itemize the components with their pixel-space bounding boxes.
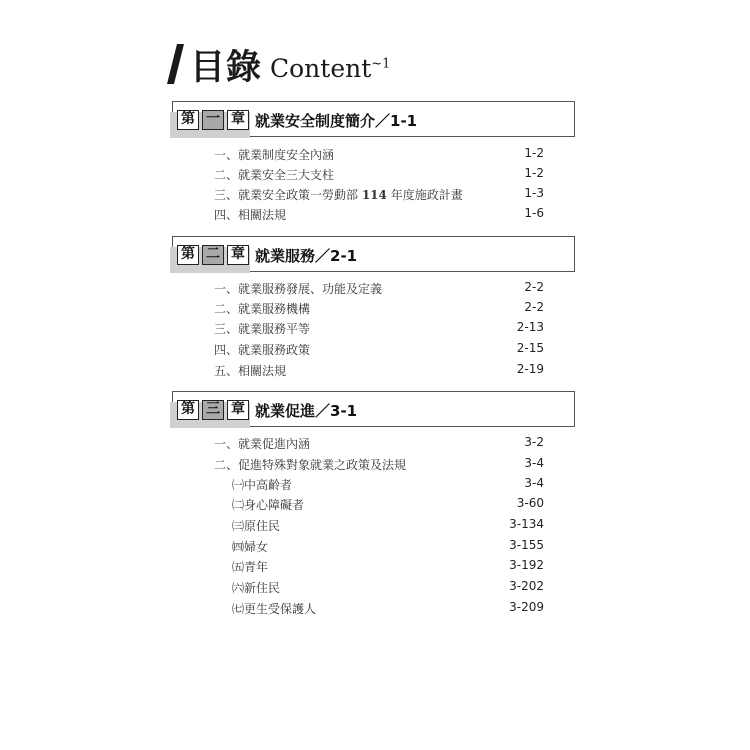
- subentry-text: ㈦更生受保護人: [232, 602, 317, 616]
- chapter-label-post: 章: [227, 245, 249, 265]
- toc-entry[interactable]: [214, 300, 310, 317]
- chapter-label-num: 一: [202, 110, 224, 130]
- subentry-page: 3-209: [509, 600, 544, 614]
- subentry-page: 3-155: [509, 538, 544, 552]
- entry-text: 三、就業安全政策一勞動部: [214, 188, 362, 202]
- toc-entry[interactable]: [214, 320, 310, 337]
- entry-text: 二、促進特殊對象就業之政策及法規: [214, 458, 407, 472]
- entry-page: 1-6: [524, 206, 544, 220]
- subentry-page: 3-192: [509, 558, 544, 572]
- chapter-title: 就業安全制度簡介／1-1: [255, 112, 418, 130]
- toc-entry[interactable]: [214, 280, 382, 297]
- subentry-page: 3-60: [516, 496, 544, 510]
- entry-text: 一、就業制度安全內涵: [214, 148, 335, 162]
- entry-page: 2-15: [516, 341, 544, 355]
- subentry-text: ㈢原住民: [232, 519, 281, 533]
- toc-subentry[interactable]: [232, 600, 316, 617]
- chapter-heading-2[interactable]: [172, 236, 575, 272]
- entry-text: 二、就業服務機構: [214, 302, 311, 316]
- toc-entry[interactable]: [214, 435, 310, 452]
- toc-subentry[interactable]: [232, 579, 280, 596]
- entry-text: 二、就業安全三大支柱: [214, 168, 335, 182]
- entry-text-post: 年度施政計畫: [386, 188, 463, 202]
- toc-entry[interactable]: [214, 456, 406, 473]
- title-slash-decoration: [167, 44, 184, 84]
- entry-text: 一、就業促進內涵: [214, 437, 311, 451]
- entry-text: 四、就業服務政策: [214, 343, 311, 357]
- chapter-heading-3[interactable]: [172, 391, 575, 427]
- subtitle-sup: ~1: [371, 56, 391, 72]
- chapter-label-pre: 第: [177, 400, 199, 420]
- entry-page: 2-2: [524, 280, 544, 294]
- chapter-label-num: 二: [202, 245, 224, 265]
- toc-entry[interactable]: [214, 186, 463, 203]
- entry-page: 3-4: [524, 456, 544, 470]
- entry-page: 1-2: [524, 146, 544, 160]
- subentry-text: ㈤青年: [232, 560, 269, 574]
- toc-subentry[interactable]: [232, 476, 292, 493]
- chapter-label-post: 章: [227, 110, 249, 130]
- toc-entry[interactable]: [214, 206, 286, 223]
- title-main: 目錄: [190, 48, 263, 88]
- toc-entry[interactable]: [214, 146, 334, 163]
- chapter-title: 就業服務／2-1: [255, 247, 358, 265]
- subentry-text: ㈠中高齡者: [232, 478, 293, 492]
- toc-entry[interactable]: [214, 362, 286, 379]
- chapter-label-num: 三: [202, 400, 224, 420]
- toc-subentry[interactable]: [232, 538, 268, 555]
- entry-text: 四、相關法規: [214, 208, 287, 222]
- subentry-page: 3-202: [509, 579, 544, 593]
- entry-text: 三、就業服務平等: [214, 322, 311, 336]
- entry-page: 3-2: [524, 435, 544, 449]
- title-subtitle: [270, 54, 390, 83]
- entry-text-bold: 114: [361, 188, 387, 202]
- subentry-page: 3-134: [509, 517, 544, 531]
- chapter-label-pre: 第: [177, 110, 199, 130]
- toc-entry[interactable]: [214, 166, 334, 183]
- toc-subentry[interactable]: [232, 517, 280, 534]
- entry-text: 五、相關法規: [214, 364, 287, 378]
- toc-subentry[interactable]: [232, 558, 268, 575]
- chapter-label-pre: 第: [177, 245, 199, 265]
- chapter-title: 就業促進／3-1: [255, 402, 358, 420]
- toc-entry[interactable]: [214, 341, 310, 358]
- entry-page: 2-2: [524, 300, 544, 314]
- subentry-page: 3-4: [524, 476, 544, 490]
- subtitle-text: Content: [270, 54, 372, 83]
- entry-page: 2-19: [516, 362, 544, 376]
- chapter-label-post: 章: [227, 400, 249, 420]
- toc-subentry[interactable]: [232, 496, 304, 513]
- entry-page: 1-2: [524, 166, 544, 180]
- subentry-text: ㈡身心障礙者: [232, 498, 305, 512]
- subentry-text: ㈣婦女: [232, 540, 269, 554]
- entry-page: 1-3: [524, 186, 544, 200]
- entry-page: 2-13: [516, 320, 544, 334]
- subentry-text: ㈥新住民: [232, 581, 281, 595]
- entry-text: 一、就業服務發展、功能及定義: [214, 282, 383, 296]
- chapter-heading-1[interactable]: [172, 101, 575, 137]
